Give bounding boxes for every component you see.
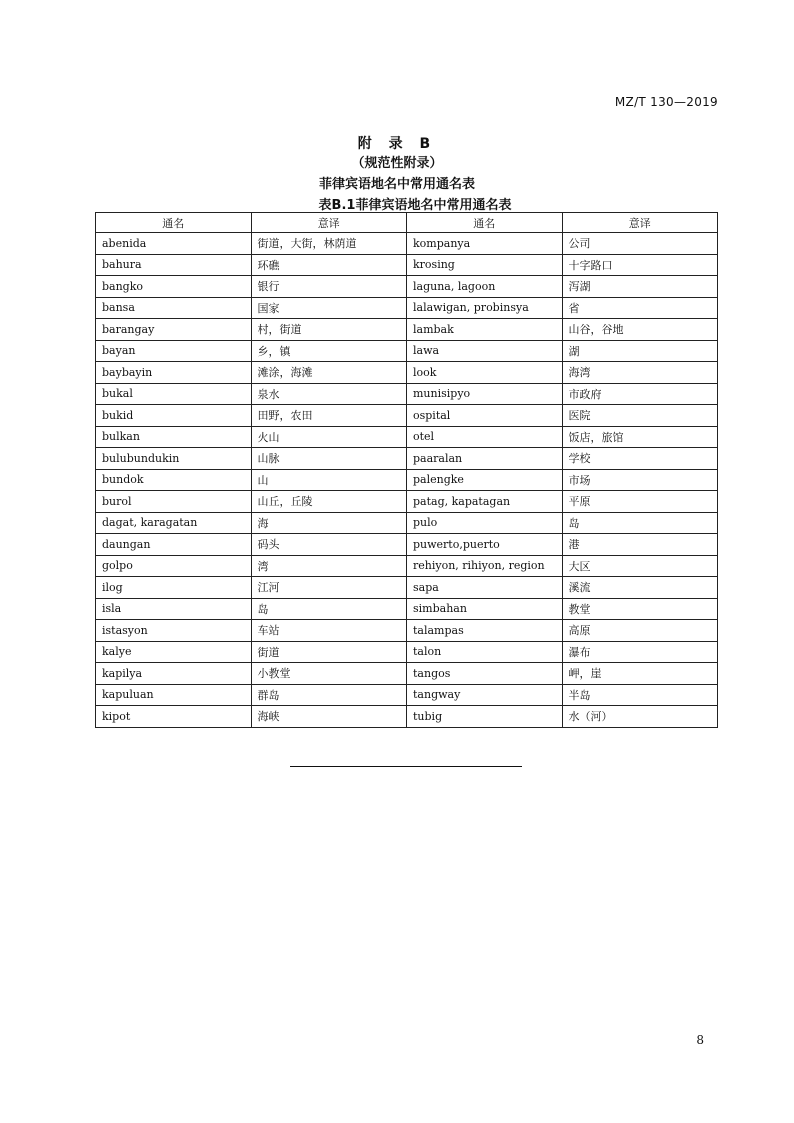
cell-translation: 山 [251,469,407,491]
appendix-title: 菲律宾语地名中常用通名表 [318,177,475,192]
header-generic-name: 通名 [407,213,563,233]
cell-translation: 湖 [562,340,718,362]
cell-translation: 十字路口 [562,254,718,276]
cell-translation: 省 [562,297,718,319]
cell-translation: 车站 [251,620,407,642]
cell-translation: 山丘，丘陵 [251,491,407,513]
cell-generic-name: kapuluan [96,684,252,706]
page-number: 8 [696,1033,704,1047]
cell-generic-name: istasyon [96,620,252,642]
cell-translation: 教堂 [562,598,718,620]
cell-translation: 岬，崖 [562,663,718,685]
cell-translation: 田野，农田 [251,405,407,427]
cell-generic-name: burol [96,491,252,513]
cell-generic-name: laguna, lagoon [407,276,563,298]
cell-translation: 江河 [251,577,407,599]
cell-generic-name: kapilya [96,663,252,685]
cell-generic-name: bahura [96,254,252,276]
table-row [96,254,718,276]
cell-generic-name: pulo [407,512,563,534]
cell-generic-name: otel [407,426,563,448]
cell-translation: 泻湖 [562,276,718,298]
table-header-row [96,213,718,233]
cell-generic-name: kalye [96,641,252,663]
header-translation: 意译 [562,213,718,233]
cell-generic-name: kompanya [407,233,563,255]
cell-translation: 海湾 [562,362,718,384]
cell-generic-name: talon [407,641,563,663]
cell-generic-name: kipot [96,706,252,728]
cell-generic-name: bukal [96,383,252,405]
table-row [96,555,718,577]
header-translation: 意译 [251,213,407,233]
table-row [96,577,718,599]
cell-translation: 泉水 [251,383,407,405]
table-row [96,448,718,470]
generic-terms-table [95,212,718,728]
cell-generic-name: lambak [407,319,563,341]
cell-translation: 高原 [562,620,718,642]
cell-generic-name: ospital [407,405,563,427]
table-row [96,426,718,448]
table-row [96,663,718,685]
cell-generic-name: talampas [407,620,563,642]
cell-translation: 银行 [251,276,407,298]
cell-translation: 学校 [562,448,718,470]
cell-translation: 滩涂，海滩 [251,362,407,384]
cell-generic-name: bulkan [96,426,252,448]
table-row [96,319,718,341]
cell-translation: 饭店，旅馆 [562,426,718,448]
cell-translation: 港 [562,534,718,556]
table-row [96,641,718,663]
cell-generic-name: tubig [407,706,563,728]
cell-generic-name: patag, kapatagan [407,491,563,513]
cell-generic-name: palengke [407,469,563,491]
cell-generic-name: daungan [96,534,252,556]
table-row [96,598,718,620]
cell-generic-name: tangos [407,663,563,685]
cell-generic-name: barangay [96,319,252,341]
cell-translation: 海峡 [251,706,407,728]
cell-generic-name: munisipyo [407,383,563,405]
table-row [96,297,718,319]
table-row [96,340,718,362]
cell-generic-name: bundok [96,469,252,491]
cell-translation: 公司 [562,233,718,255]
cell-translation: 湾 [251,555,407,577]
cell-generic-name: isla [96,598,252,620]
cell-translation: 环礁 [251,254,407,276]
cell-translation: 半岛 [562,684,718,706]
end-rule [290,766,522,767]
cell-translation: 街道 [251,641,407,663]
cell-translation: 乡，镇 [251,340,407,362]
cell-generic-name: lalawigan, probinsya [407,297,563,319]
cell-generic-name: look [407,362,563,384]
table-row [96,534,718,556]
table-row [96,491,718,513]
cell-translation: 水（河） [562,706,718,728]
table-row [96,276,718,298]
cell-translation: 小教堂 [251,663,407,685]
cell-generic-name: bansa [96,297,252,319]
cell-generic-name: bukid [96,405,252,427]
cell-translation: 瀑布 [562,641,718,663]
cell-translation: 火山 [251,426,407,448]
cell-generic-name: rehiyon, rihiyon, region [407,555,563,577]
cell-generic-name: baybayin [96,362,252,384]
cell-translation: 岛 [251,598,407,620]
cell-generic-name: simbahan [407,598,563,620]
cell-generic-name: bulubundukin [96,448,252,470]
cell-translation: 大区 [562,555,718,577]
cell-translation: 岛 [562,512,718,534]
table-row [96,469,718,491]
appendix-heading: 附 录 B [357,136,437,152]
header-generic-name: 通名 [96,213,252,233]
cell-translation: 山谷，谷地 [562,319,718,341]
normative-label: （规范性附录） [351,156,443,171]
cell-generic-name: sapa [407,577,563,599]
table-row [96,512,718,534]
table-row [96,706,718,728]
cell-translation: 村，街道 [251,319,407,341]
cell-translation: 街道，大街，林荫道 [251,233,407,255]
cell-generic-name: dagat, karagatan [96,512,252,534]
table-row [96,233,718,255]
cell-generic-name: krosing [407,254,563,276]
cell-translation: 溪流 [562,577,718,599]
cell-generic-name: golpo [96,555,252,577]
cell-generic-name: lawa [407,340,563,362]
cell-translation: 市场 [562,469,718,491]
cell-generic-name: puwerto,puerto [407,534,563,556]
table-caption: 表B.1菲律宾语地名中常用通名表 [318,198,512,213]
document-code: MZ/T 130—2019 [614,95,718,109]
table-row [96,405,718,427]
cell-translation: 医院 [562,405,718,427]
table-row [96,383,718,405]
table-row [96,684,718,706]
cell-generic-name: bayan [96,340,252,362]
cell-generic-name: ilog [96,577,252,599]
cell-translation: 国家 [251,297,407,319]
cell-translation: 码头 [251,534,407,556]
cell-translation: 海 [251,512,407,534]
cell-translation: 市政府 [562,383,718,405]
cell-generic-name: bangko [96,276,252,298]
cell-translation: 群岛 [251,684,407,706]
table-body [96,233,718,728]
cell-translation: 山脉 [251,448,407,470]
cell-translation: 平原 [562,491,718,513]
cell-generic-name: paaralan [407,448,563,470]
table-row [96,620,718,642]
cell-generic-name: abenida [96,233,252,255]
cell-generic-name: tangway [407,684,563,706]
table-row [96,362,718,384]
